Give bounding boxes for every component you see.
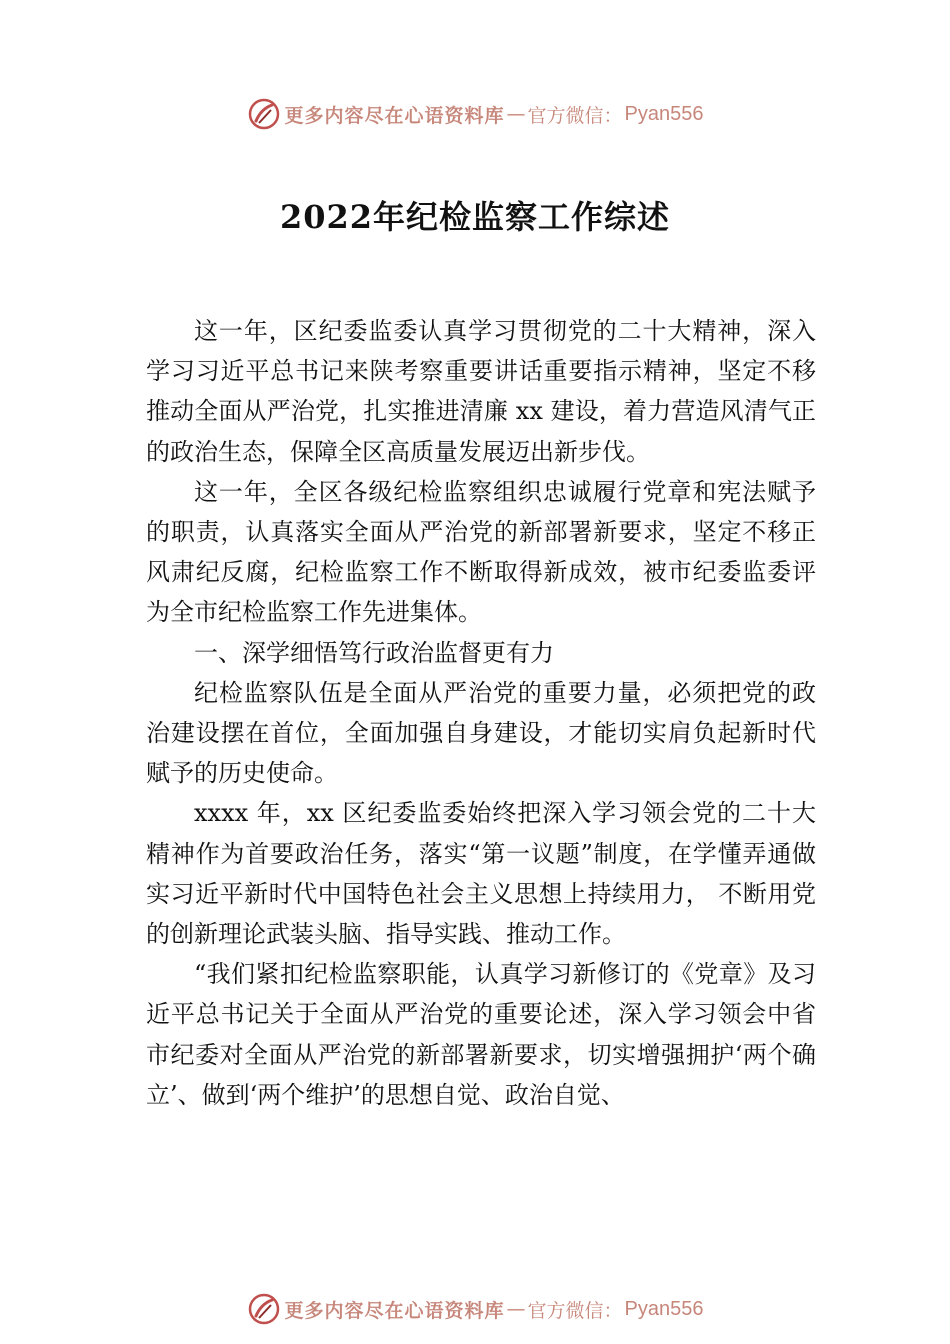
watermark-wechat-id: Pyan556 xyxy=(624,1297,704,1320)
watermark-text: 更多内容尽在心语资料库 xyxy=(284,104,505,127)
watermark-separator: — xyxy=(506,103,526,125)
watermark-text: 更多内容尽在心语资料库 xyxy=(284,1299,505,1322)
watermark-wechat-label: 官方微信： xyxy=(527,104,623,127)
watermark-wechat-label: 官方微信： xyxy=(527,1299,623,1322)
brush-logo-icon xyxy=(247,97,281,131)
watermark-separator: — xyxy=(506,1298,526,1320)
paragraph: 这一年，区纪委监委认真学习贯彻党的二十大精神，深入学习习近平总书记来陕考察重要讲话重要指示精神，坚定不移推动全面从严治党，扎实推进清廉 xx 建设，着力营造风清气正的政治生态，保障全区高质量发展迈出新步伐。 xyxy=(146,317,816,466)
section-heading: 一、深学细悟笃行政治监督更有力 xyxy=(194,638,554,667)
brush-logo-icon xyxy=(247,1292,281,1326)
header-watermark xyxy=(0,94,950,134)
footer-watermark xyxy=(0,1289,950,1329)
paragraph: “我们紧扣纪检监察职能，认真学习新修订的《党章》及习近平总书记关于全面从严治党的重要论述，深入学习领会中省市纪委对全面从严治党的新部署新要求，切实增强拥护‘两个确立’、做到‘两个维护’的思想自觉、政治自觉、 xyxy=(146,960,816,1109)
paragraph: xxxx 年，xx 区纪委监委始终把深入学习领会党的二十大精神作为首要政治任务，落实“第一议题”制度，在学懂弄通做实习近平新时代中国特色社会主义思想上持续用力， 不断用党的创新理论武装头脑、指导实践、推动工作。 xyxy=(146,799,816,949)
paragraph: 这一年，全区各级纪检监察组织忠诚履行党章和宪法赋予的职责，认真落实全面从严治党的新部署新要求，坚定不移正风肃纪反腐，纪检监察工作不断取得新成效，被市纪委监委评为全市纪检监察工作先进集体。 xyxy=(146,477,816,627)
document-title: 2022年纪检监察工作综述 xyxy=(279,198,671,236)
watermark-wechat-id: Pyan556 xyxy=(624,102,704,125)
paragraph: 纪检监察队伍是全面从严治党的重要力量，必须把党的政治建设摆在首位，全面加强自身建设，才能切实肩负起新时代赋予的历史使命。 xyxy=(146,678,816,788)
document-body xyxy=(146,311,816,1115)
